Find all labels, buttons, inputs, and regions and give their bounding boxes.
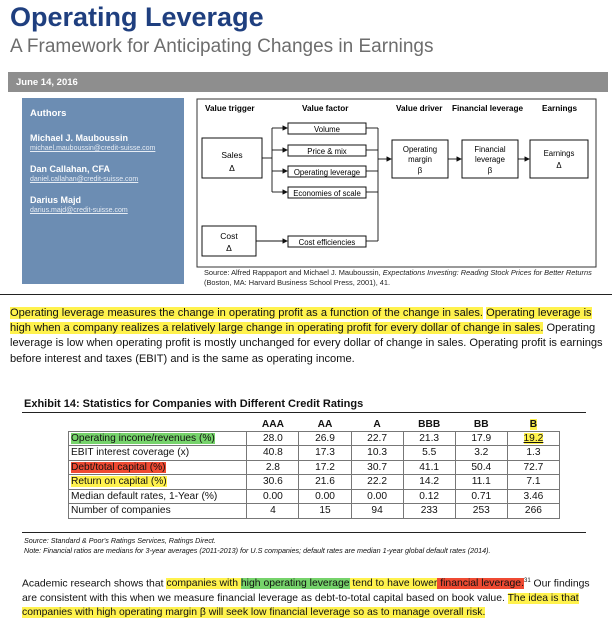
author-email-link[interactable]: daniel.callahan@credit-suisse.com: [30, 176, 139, 183]
cost-label: Cost: [220, 231, 238, 241]
table-cell: 17.3: [299, 446, 351, 461]
para2-intro: Academic research shows that: [22, 578, 167, 590]
page-title: Operating Leverage: [10, 2, 264, 32]
para2-highlight-fin-leverage: financial leverage.: [437, 578, 524, 590]
leverage-line-3: β: [487, 166, 493, 175]
table-cell: 21.6: [299, 475, 351, 490]
table-cell: 41.1: [403, 460, 455, 475]
table-cell: 253: [455, 504, 507, 519]
highlight-sentence-2: Operating leverage is high when a company realizes a relatively large change in operating profit for every dollar of change in sales.: [10, 307, 592, 335]
table-cell: 21.3: [403, 431, 455, 446]
driver-line-1: Operating: [402, 145, 438, 154]
table-row: [69, 489, 560, 504]
table-cell: 1.3: [507, 446, 559, 461]
driver-line-3: β: [417, 166, 423, 175]
table-cell: 0.00: [247, 489, 299, 504]
author-email-link[interactable]: darius.majd@credit-suisse.com: [30, 207, 128, 214]
earnings-delta: Δ: [556, 161, 562, 170]
author-name: Michael J. Mauboussin: [30, 133, 129, 143]
table-cell-highlight: 19.2: [507, 431, 559, 446]
table-cell: 3.46: [507, 489, 559, 504]
table-cell: 17.2: [299, 460, 351, 475]
table-cell: 3.2: [455, 446, 507, 461]
header-blank: [69, 418, 247, 431]
column-header: BB: [473, 418, 489, 430]
diagram-source: [204, 268, 594, 288]
row-label-roc: Return on capital (%): [69, 475, 247, 490]
col-value-driver: Value driver: [396, 104, 443, 113]
highlight-sentence-1: Operating leverage measures the change in operating profit as a function of the change in sales.: [10, 307, 484, 319]
col-value-factor: Value factor: [302, 104, 349, 113]
col-financial-leverage: Financial leverage: [452, 104, 523, 113]
author-name: Darius Majd: [30, 195, 82, 205]
plain-sentences: Operating leverage is low when operating profit is mostly unchanged for every dollar of change in sales. Operating profit is earnings before interest and taxes (EBIT) and is the same as operating income.: [10, 322, 603, 365]
table-row: [69, 460, 560, 475]
research-paragraph: [22, 574, 590, 620]
table-cell: 266: [507, 504, 559, 519]
column-header: BBB: [418, 418, 441, 430]
table-header-row: [69, 418, 560, 431]
table-cell: 50.4: [455, 460, 507, 475]
cost-delta: Δ: [226, 243, 232, 253]
exhibit-bottom-rule: [22, 532, 586, 533]
factor-cost-efficiencies: Cost efficiencies: [298, 238, 356, 247]
table-row: [69, 431, 560, 446]
exhibit-source-notes: [24, 536, 491, 556]
col-value-trigger: Value trigger: [205, 104, 255, 113]
para2-findings: Our findings are consistent with this when we measure financial leverage as debt-to-total capital based on book value.: [22, 578, 590, 604]
diagram-source-tail: (Boston, MA: Harvard Business School Press, 2001), 41.: [204, 278, 391, 287]
column-header: AA: [317, 418, 333, 430]
table-cell: 22.7: [351, 431, 403, 446]
authors-heading: Authors: [30, 108, 67, 119]
table-row: [69, 446, 560, 461]
table-cell: 233: [403, 504, 455, 519]
row-label-op-income: Operating income/revenues (%): [69, 431, 247, 446]
date-bar: [8, 72, 608, 92]
exhibit-note: Note: Financial ratios are medians for 3-year averages (2011-2013) for U.S companies; default rates are median 1-year global default rates (2014).: [24, 546, 491, 555]
para2-highlight-lower: tend to have lower: [349, 578, 438, 590]
exhibit-top-rule: [22, 412, 586, 413]
row-label: Median default rates, 1-Year (%): [69, 489, 247, 504]
factor-operating-leverage: Operating leverage: [293, 168, 361, 177]
row-label: EBIT interest coverage (x): [69, 446, 247, 461]
footnote-ref[interactable]: 31: [523, 578, 531, 584]
author-name: Dan Callahan, CFA: [30, 164, 111, 174]
row-label: Number of companies: [69, 504, 247, 519]
leverage-line-1: Financial: [474, 145, 506, 154]
table-cell: 14.2: [403, 475, 455, 490]
exhibit-source: Source: Standard & Poor's Ratings Services, Ratings Direct.: [24, 536, 216, 545]
table-cell: 72.7: [507, 460, 559, 475]
column-header: AAA: [261, 418, 284, 430]
diagram-source-plain: Source: Alfred Rappaport and Michael J. Mauboussin,: [204, 268, 383, 277]
table-cell: 0.00: [351, 489, 403, 504]
exhibit-title: Exhibit 14: Statistics for Companies with Different Credit Ratings: [24, 398, 364, 410]
table-row: [69, 475, 560, 490]
table-cell: 7.1: [507, 475, 559, 490]
factor-economies-of-scale: Economies of scale: [293, 189, 361, 198]
table-cell: 30.6: [247, 475, 299, 490]
factor-price-mix: Price & mix: [307, 147, 347, 156]
report-date: June 14, 2016: [16, 77, 78, 88]
table-row: [69, 504, 560, 519]
table-cell: 26.9: [299, 431, 351, 446]
section-divider: [0, 294, 612, 295]
table-cell: 0.12: [403, 489, 455, 504]
para2-highlight-companies: companies with: [166, 578, 241, 590]
table-cell: 17.9: [455, 431, 507, 446]
credit-ratings-table: [68, 418, 560, 519]
authors-panel: [22, 98, 184, 284]
column-header: A: [373, 418, 381, 430]
table-cell: 2.8: [247, 460, 299, 475]
table-cell: 22.2: [351, 475, 403, 490]
factor-volume: Volume: [313, 125, 341, 134]
table-cell: 40.8: [247, 446, 299, 461]
para2-highlight-idea: The idea is that companies with high operating margin β will seek low financial leverage so as to manage overall risk.: [22, 592, 579, 618]
diagram-source-book: Expectations Investing: Reading Stock Prices for Better Returns: [382, 268, 592, 277]
page-subtitle: A Framework for Anticipating Changes in Earnings: [10, 36, 434, 57]
table-cell: 30.7: [351, 460, 403, 475]
sales-delta: Δ: [229, 163, 235, 173]
earnings-label: Earnings: [543, 149, 575, 158]
table-cell: 0.71: [455, 489, 507, 504]
col-earnings: Earnings: [542, 104, 578, 113]
driver-line-2: margin: [408, 155, 432, 164]
column-header-b: B: [529, 418, 538, 430]
leverage-line-2: leverage: [475, 155, 505, 164]
sales-label: Sales: [221, 150, 243, 160]
table-cell: 5.5: [403, 446, 455, 461]
para2-highlight-op-leverage: high operating leverage: [240, 578, 350, 590]
table-cell: 28.0: [247, 431, 299, 446]
definition-paragraph: [10, 306, 604, 367]
author-email-link[interactable]: michael.mauboussin@credit-suisse.com: [30, 145, 156, 152]
value-framework-diagram: [196, 98, 598, 270]
table-cell: 0.00: [299, 489, 351, 504]
table-cell: 15: [299, 504, 351, 519]
earnings-box: [530, 140, 588, 178]
table-cell: 94: [351, 504, 403, 519]
table-cell: 10.3: [351, 446, 403, 461]
table-cell: 11.1: [455, 475, 507, 490]
row-label-debt: Debt/total capital (%): [69, 460, 247, 475]
table-cell: 4: [247, 504, 299, 519]
